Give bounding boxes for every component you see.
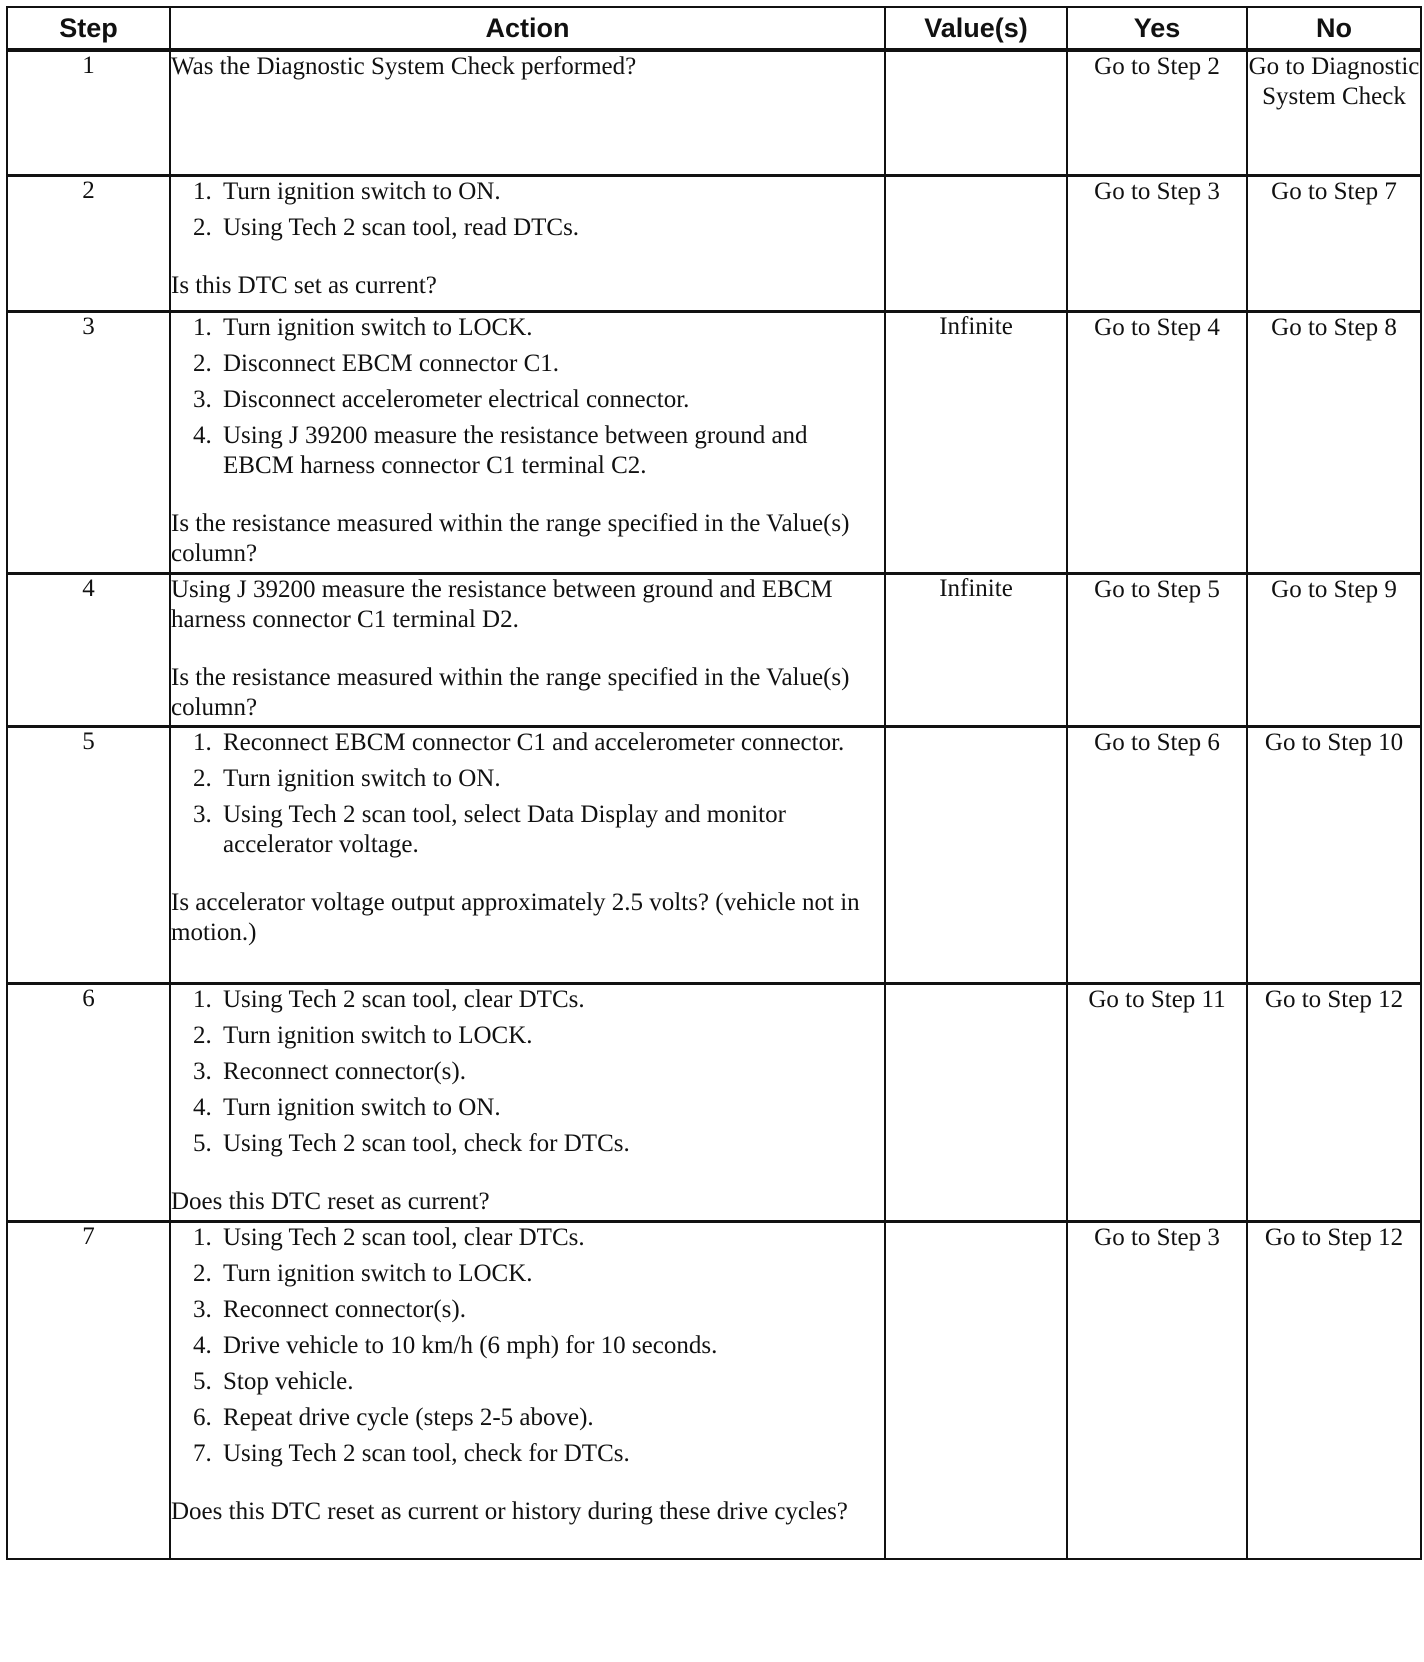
- step-number: 4: [7, 573, 170, 726]
- action-cell: [170, 726, 885, 983]
- action-step-number: 1.: [193, 177, 212, 205]
- action-question: Does this DTC reset as current?: [171, 1187, 490, 1215]
- diagnostic-table: [6, 6, 1422, 1560]
- action-step-text: Repeat drive cycle (steps 2-5 above).: [223, 1403, 594, 1431]
- action-step-text: Disconnect accelerometer electrical connector.: [223, 385, 690, 413]
- action-cell: [170, 311, 885, 573]
- action-step-number: 1.: [193, 985, 212, 1013]
- action-step: [171, 1223, 884, 1253]
- action-step-number: 1.: [193, 313, 212, 341]
- action-step: [171, 1367, 884, 1397]
- action-step-text: Turn ignition switch to LOCK.: [223, 1021, 533, 1049]
- yes-cell: Go to Step 3: [1067, 1221, 1247, 1559]
- header-yes: Yes: [1067, 7, 1247, 50]
- table-row: [7, 726, 1421, 983]
- no-cell: Go to Diagnostic System Check: [1247, 50, 1421, 175]
- action-step-number: 2.: [193, 213, 212, 241]
- action-step: [171, 1439, 884, 1469]
- yes-cell: Go to Step 4: [1067, 311, 1247, 573]
- no-cell: Go to Step 9: [1247, 573, 1421, 726]
- no-cell: Go to Step 7: [1247, 175, 1421, 311]
- action-step-number: 7.: [193, 1439, 212, 1467]
- action-step-number: 3.: [193, 1295, 212, 1323]
- yes-cell: Go to Step 2: [1067, 50, 1247, 175]
- action-step-text: Using Tech 2 scan tool, read DTCs.: [223, 213, 580, 241]
- action-step-number: 5.: [193, 1129, 212, 1157]
- header-step: Step: [7, 7, 170, 50]
- action-step-number: 1.: [193, 1223, 212, 1251]
- action-cell: [170, 573, 885, 726]
- action-step-number: 3.: [193, 800, 212, 828]
- step-number: 7: [7, 1221, 170, 1559]
- action-question: Does this DTC reset as current or history during these drive cycles?: [171, 1497, 848, 1525]
- action-step-text: Using Tech 2 scan tool, check for DTCs.: [223, 1129, 630, 1157]
- action-step: [171, 177, 884, 207]
- yes-cell: Go to Step 6: [1067, 726, 1247, 983]
- action-step: [171, 1129, 884, 1159]
- value-cell: [885, 983, 1067, 1221]
- action-step-number: 4.: [193, 421, 212, 449]
- action-step: [171, 1021, 884, 1051]
- action-step-text: Using Tech 2 scan tool, check for DTCs.: [223, 1439, 630, 1467]
- action-step: [171, 1093, 884, 1123]
- action-step-text: Turn ignition switch to LOCK.: [223, 1259, 533, 1287]
- action-intro: Using J 39200 measure the resistance between ground and EBCM harness connector C1 terminal D2.: [171, 575, 833, 633]
- value-cell: Infinite: [885, 573, 1067, 726]
- value-cell: [885, 175, 1067, 311]
- action-steps-list: [171, 728, 884, 860]
- action-step-number: 2.: [193, 1259, 212, 1287]
- header-action: Action: [170, 7, 885, 50]
- no-cell: Go to Step 12: [1247, 983, 1421, 1221]
- action-cell: [170, 175, 885, 311]
- step-number: 2: [7, 175, 170, 311]
- value-cell: [885, 1221, 1067, 1559]
- action-step: [171, 1259, 884, 1289]
- action-steps-list: [171, 177, 884, 243]
- action-step-number: 6.: [193, 1403, 212, 1431]
- table-body: [7, 50, 1421, 1559]
- action-step-text: Using Tech 2 scan tool, clear DTCs.: [223, 1223, 585, 1251]
- yes-cell: Go to Step 5: [1067, 573, 1247, 726]
- yes-cell: Go to Step 11: [1067, 983, 1247, 1221]
- action-step-text: Turn ignition switch to ON.: [223, 764, 501, 792]
- action-cell: [170, 50, 885, 175]
- no-cell: Go to Step 8: [1247, 311, 1421, 573]
- action-question: Is the resistance measured within the range specified in the Value(s) column?: [171, 663, 850, 721]
- action-question: Is this DTC set as current?: [171, 271, 437, 299]
- action-step-number: 2.: [193, 349, 212, 377]
- action-step-number: 3.: [193, 1057, 212, 1085]
- action-step-text: Reconnect connector(s).: [223, 1295, 466, 1323]
- action-step-number: 4.: [193, 1331, 212, 1359]
- step-number: 6: [7, 983, 170, 1221]
- no-cell: Go to Step 10: [1247, 726, 1421, 983]
- value-cell: [885, 726, 1067, 983]
- action-cell: [170, 1221, 885, 1559]
- action-step-number: 1.: [193, 728, 212, 756]
- action-step-text: Drive vehicle to 10 km/h (6 mph) for 10 seconds.: [223, 1331, 718, 1359]
- action-step: [171, 1295, 884, 1325]
- step-number: 1: [7, 50, 170, 175]
- action-step-number: 3.: [193, 385, 212, 413]
- action-step-text: Reconnect EBCM connector C1 and accelerometer connector.: [223, 728, 845, 756]
- action-step-number: 5.: [193, 1367, 212, 1395]
- yes-cell: Go to Step 3: [1067, 175, 1247, 311]
- action-step-text: Disconnect EBCM connector C1.: [223, 349, 560, 377]
- action-step-text: Reconnect connector(s).: [223, 1057, 466, 1085]
- action-question: Is accelerator voltage output approximately 2.5 volts? (vehicle not in motion.): [171, 888, 860, 946]
- action-step-number: 2.: [193, 1021, 212, 1049]
- action-step: [171, 385, 884, 415]
- header-values: Value(s): [885, 7, 1067, 50]
- action-step: [171, 349, 884, 379]
- action-step-text: Turn ignition switch to ON.: [223, 177, 501, 205]
- action-step: [171, 213, 884, 243]
- action-steps-list: [171, 1223, 884, 1469]
- action-step-number: 4.: [193, 1093, 212, 1121]
- action-cell: [170, 983, 885, 1221]
- action-step: [171, 313, 884, 343]
- no-cell: Go to Step 12: [1247, 1221, 1421, 1559]
- table-row: [7, 50, 1421, 175]
- action-step: [171, 800, 884, 860]
- action-step: [171, 421, 884, 481]
- action-step-text: Turn ignition switch to LOCK.: [223, 313, 533, 341]
- action-step-text: Using Tech 2 scan tool, clear DTCs.: [223, 985, 585, 1013]
- action-step: [171, 1057, 884, 1087]
- action-step: [171, 728, 884, 758]
- action-steps-list: [171, 985, 884, 1159]
- action-question: Was the Diagnostic System Check performed?: [171, 53, 637, 80]
- header-row: [7, 7, 1421, 50]
- action-step: [171, 1403, 884, 1433]
- action-step: [171, 985, 884, 1015]
- action-step-text: Stop vehicle.: [223, 1367, 354, 1395]
- table-row: [7, 1221, 1421, 1559]
- action-step: [171, 764, 884, 794]
- action-step: [171, 1331, 884, 1361]
- header-no: No: [1247, 7, 1421, 50]
- action-steps-list: [171, 313, 884, 481]
- action-question: Is the resistance measured within the range specified in the Value(s) column?: [171, 509, 850, 567]
- value-cell: [885, 50, 1067, 175]
- table-row: [7, 175, 1421, 311]
- table-row: [7, 311, 1421, 573]
- action-step-text: Turn ignition switch to ON.: [223, 1093, 501, 1121]
- step-number: 3: [7, 311, 170, 573]
- action-step-text: Using J 39200 measure the resistance between ground and EBCM harness connector C1 terminal C2.: [223, 421, 808, 479]
- action-step-text: Using Tech 2 scan tool, select Data Display and monitor accelerator voltage.: [223, 800, 786, 858]
- action-step-number: 2.: [193, 764, 212, 792]
- value-cell: Infinite: [885, 311, 1067, 573]
- table-row: [7, 573, 1421, 726]
- table-row: [7, 983, 1421, 1221]
- step-number: 5: [7, 726, 170, 983]
